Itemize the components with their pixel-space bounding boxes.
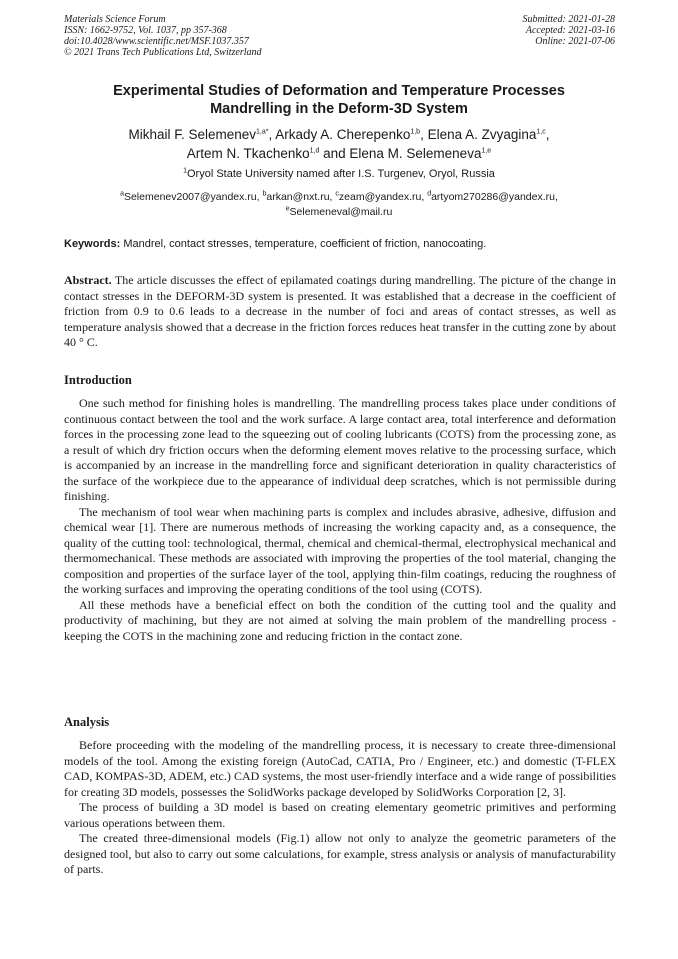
author-name: Elena A. Zvyagina: [427, 127, 537, 142]
author-affil-sup: 1,d: [309, 147, 320, 155]
affiliation-text: Oryol State University named after I.S. Turgenev, Oryol, Russia: [186, 168, 495, 180]
author-separator: ,: [420, 127, 428, 142]
introduction-body: [64, 396, 616, 644]
paragraph: All these methods have a beneficial effect on both the condition of the cutting tool and the quality and productivity of machining, but they are not aimed at solving the main problem of the mandrelling process - keeping the COTS in the machining zone and reducing friction in the contact zone.: [64, 597, 616, 643]
email-link[interactable]: Selemeneval@mail.ru: [289, 206, 393, 218]
title-line-1: Experimental Studies of Deformation and Temperature Processes: [113, 83, 565, 99]
analysis-heading: Analysis: [64, 715, 110, 729]
author-separator: and: [319, 146, 350, 161]
email-sup: d: [427, 190, 432, 198]
author-name: Elena M. Selemeneva: [349, 146, 482, 161]
issn-line: ISSN: 1662-9752, Vol. 1037, pp 357-368: [64, 25, 227, 36]
paper-title: [40, 82, 638, 118]
author-list: [40, 125, 638, 163]
email-link[interactable]: zeam@yandex.ru,: [338, 191, 428, 203]
paragraph: Before proceeding with the modeling of the mandrelling process, it is necessary to create three-dimensional models of the tool. Among the existing foreign (AutoCad, CATIA, Pro / Engineer, etc.) and domestic (T-FLEX CAD, KOMPAS-3D, ADEM, etc.) CAD systems, the most user-friendly interface and a wide range of possibilities for creating 3D models, possesses the SolidWorks package developed by SolidWorks Corporation [2, 3].: [64, 738, 616, 799]
author-name: Mikhail F. Selemenev: [128, 127, 257, 142]
abstract-label: Abstract.: [64, 273, 112, 287]
author-line-2: [40, 144, 638, 163]
affiliation-sup: 1: [183, 167, 187, 175]
keywords-section: [64, 237, 616, 251]
email-sup: e: [285, 205, 290, 213]
author-separator: ,: [268, 127, 276, 142]
abstract-paragraph: [64, 273, 616, 351]
dates-info: [523, 14, 616, 47]
author-affil-sup: 1,c: [536, 128, 546, 136]
email-sup: c: [335, 190, 339, 198]
journal-name: Materials Science Forum: [64, 14, 166, 25]
paragraph: The created three-dimensional models (Fig.1) allow not only to analyze the geometric parameters of the designed tool, but also to carry out some calculations, for example, stress analysis or analysis of manufacturability of parts.: [64, 831, 616, 876]
doi-line[interactable]: doi:10.4028/www.scientific.net/MSF.1037.357: [64, 36, 249, 47]
submitted-date: Submitted: 2021-01-28: [522, 14, 615, 25]
email-link[interactable]: Selemenev2007@yandex.ru,: [123, 191, 263, 203]
abstract-text: The article discusses the effect of epilamated coatings during mandrelling. The picture of the change in contact stresses in the DEFORM-3D system is presented. It was established that a decrease in the coefficient of friction from 0.9 to 0.6 leads to a decrease in the number of foci and areas of contact stresses, as well as temperature analysis showed that a decrease in the friction forces reduces heat transfer in the cutting zone by about 40 ° C.: [64, 273, 616, 349]
paragraph: The mechanism of tool wear when machining parts is complex and includes abrasive, adhesive, diffusion and chemical wear [1]. There are numerous methods of increasing the working capacity and, as a consequence, the quality of the cutting tool: technological, thermal, chemical and chemical-thermal, electrophysical mechanical and thermomechanical. These methods are associated with improving the properties of the tool material, changing the composition and properties of the surface layer of the tool, applying thin-film coatings, reducing the roughness of the working surfaces and improving the operating conditions of the tool using (COTS).: [64, 504, 616, 596]
affiliation: [40, 167, 638, 181]
author-name: Artem N. Tkachenko: [186, 146, 310, 161]
journal-info: [64, 14, 262, 58]
author-affil-sup: 1,a*: [256, 128, 269, 136]
email-sup: a: [120, 190, 124, 198]
introduction-heading: Introduction: [64, 373, 132, 387]
analysis-body: [64, 738, 616, 878]
author-affil-sup: 1,e: [481, 147, 492, 155]
paragraph: One such method for finishing holes is mandrelling. The mandrelling process takes place under conditions of continuous contact between the tool and the work surface. A large contact area, total interference and deformation forces in the processing zone lead to the squeezing out of cooling lubricants (COTS) from the processing zone, as a result of which dry friction occurs when the deforming element moves relative to the processing surface, which is accompanied by an increase in the mandrelling force and significant deterioration in quality characteristics of the surface of the workpiece due to the appearance of individual deep scratches, which is not permissible during finishing.: [64, 396, 616, 503]
email-list: [50, 190, 628, 220]
title-line-2: Mandrelling in the Deform-3D System: [210, 101, 468, 117]
email-sup: b: [262, 190, 267, 198]
author-affil-sup: 1,b: [410, 128, 421, 136]
keywords-text: Mandrel, contact stresses, temperature, coefficient of friction, nanocoating.: [123, 238, 487, 250]
abstract-section: [64, 273, 616, 351]
email-line-2: [50, 205, 628, 220]
author-name: Arkady A. Cherepenko: [275, 127, 411, 142]
online-date: Online: 2021-07-06: [535, 36, 615, 47]
email-line-1: [50, 190, 628, 205]
copyright-line: © 2021 Trans Tech Publications Ltd, Switzerland: [64, 47, 262, 58]
accepted-date: Accepted: 2021-03-16: [525, 25, 615, 36]
email-link[interactable]: arkan@nxt.ru,: [266, 191, 336, 203]
keywords-label: Keywords:: [64, 238, 121, 250]
paragraph: The process of building a 3D model is based on creating elementary geometric primitives and performing various operations between them.: [64, 800, 616, 830]
author-line-1: [40, 125, 638, 144]
author-separator: ,: [545, 127, 550, 142]
email-link[interactable]: artyom270286@yandex.ru,: [431, 191, 558, 203]
